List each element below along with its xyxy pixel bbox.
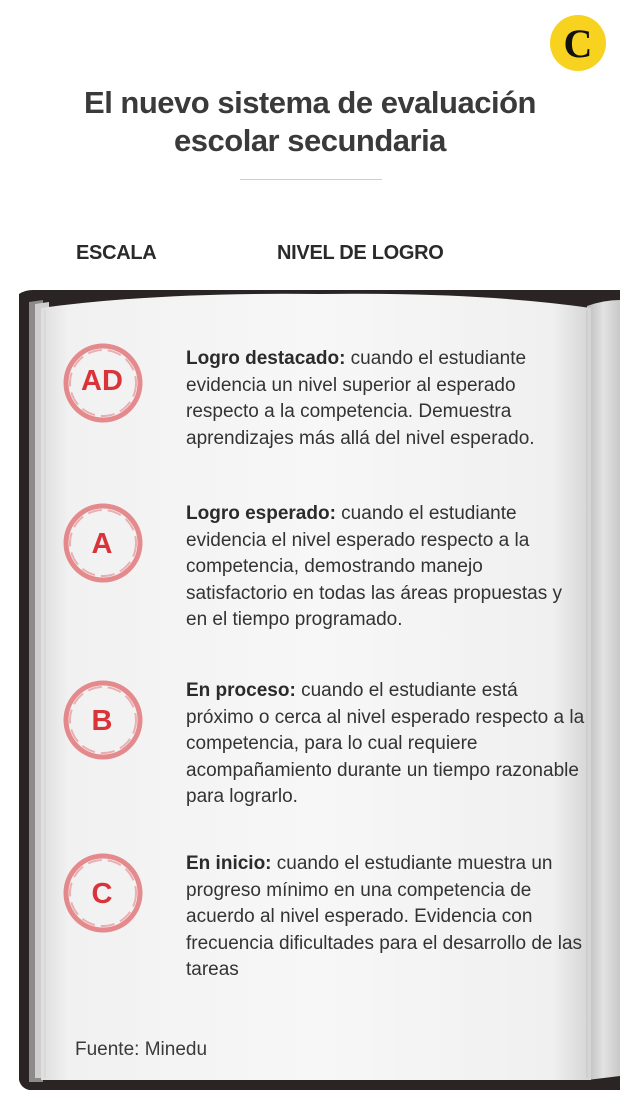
- level-text: cuando el estudiante evidencia el nivel esperado respecto a la competencia, demostrando manejo satisfactorio en todas las áreas propuestas y en el tiempo programado.: [186, 503, 562, 630]
- grade-letter: B: [91, 704, 113, 737]
- title-divider: [240, 179, 382, 180]
- brand-logo: [550, 15, 606, 71]
- grade-stamp: [62, 336, 162, 436]
- level-term: Logro destacado:: [186, 348, 346, 369]
- grade-letter: C: [91, 877, 113, 910]
- level-term: En proceso:: [186, 680, 296, 701]
- level-description: [186, 678, 586, 811]
- level-text: cuando el estudiante está próximo o cerca al nivel esperado respecto a la competencia, para lo cual requiere acompañamiento durante un tiempo razonable para lograrlo.: [186, 680, 585, 807]
- level-description: [186, 346, 586, 452]
- level-text: cuando el estudiante evidencia un nivel superior al esperado respecto a la competencia. Demuestra aprendizajes más allá del nivel esperado.: [186, 348, 535, 449]
- level-text: cuando el estudiante muestra un progreso mínimo en una competencia de acuerdo al nivel esperado. Evidencia con frecuencia dificultades para el desarrollo de las tareas: [186, 853, 583, 980]
- title-line-1: El nuevo sistema de evaluación: [84, 85, 536, 120]
- page-title: [0, 84, 620, 160]
- column-header-escala: ESCALA: [76, 242, 157, 264]
- grade-stamp: [62, 493, 162, 593]
- level-description: [186, 501, 586, 634]
- logo-letter: C: [563, 21, 593, 66]
- grade-letter: AD: [81, 364, 123, 397]
- level-term: Logro esperado:: [186, 503, 336, 524]
- grade-stamp: [62, 670, 162, 770]
- source-credit: Fuente: Minedu: [75, 1039, 208, 1060]
- level-term: En inicio:: [186, 853, 272, 874]
- grade-letter: A: [91, 527, 113, 560]
- column-header-nivel: NIVEL DE LOGRO: [277, 242, 444, 264]
- title-line-2: escolar secundaria: [174, 123, 446, 158]
- level-description: [186, 851, 586, 984]
- grade-stamp: [62, 843, 162, 943]
